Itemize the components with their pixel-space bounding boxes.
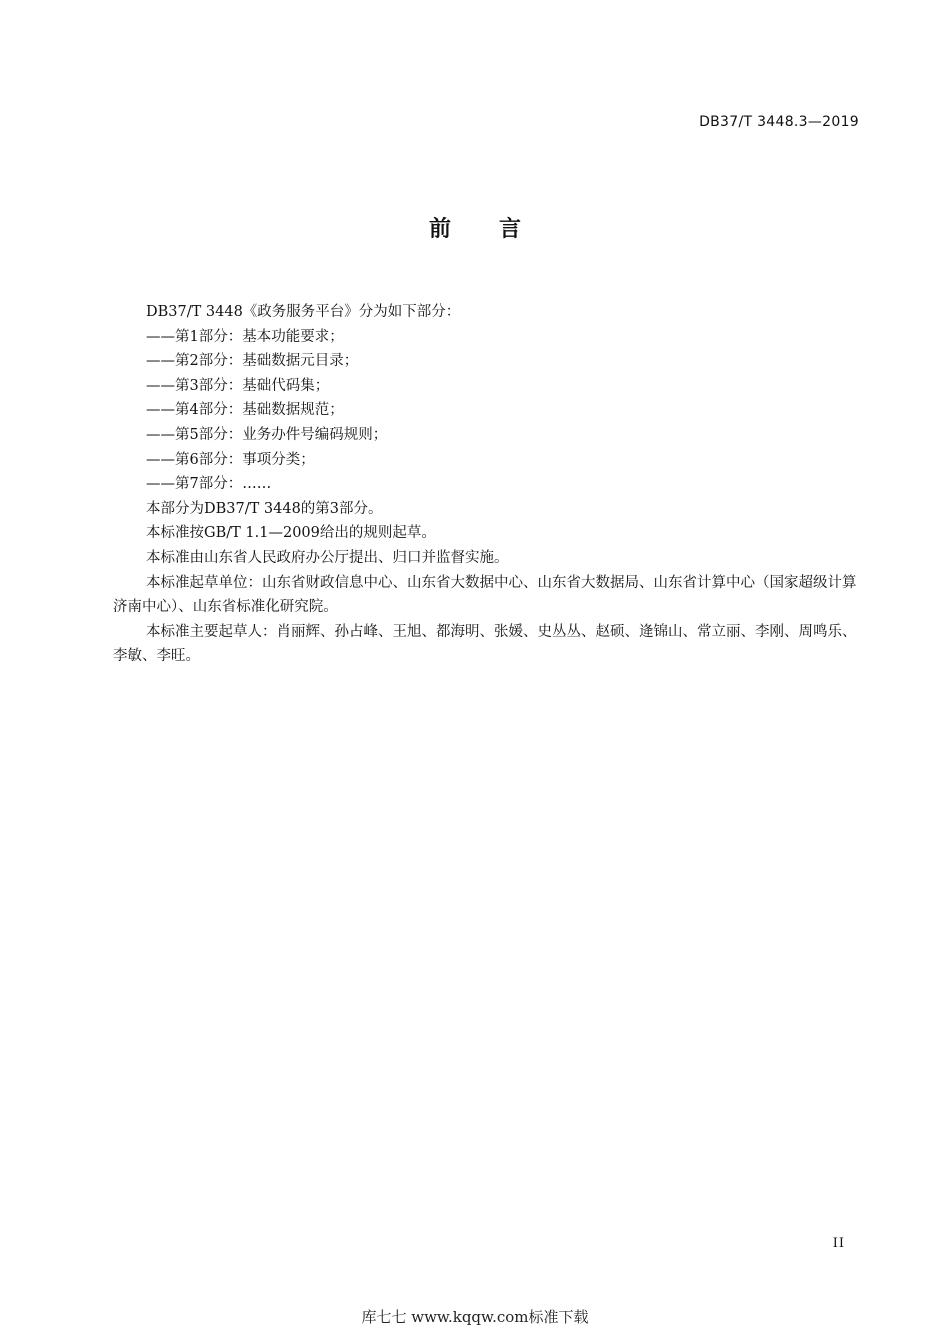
proposer-statement: 本标准由山东省人民政府办公厅提出、归口并监督实施。 <box>146 549 509 566</box>
main-drafters: 本标准主要起草人：肖丽辉、孙占峰、王旭、都海明、张媛、史丛丛、赵硕、逄锦山、常立丽、李刚、周鸣乐、李敏、李旺。 <box>113 623 857 665</box>
part-item-2: ——第2部分：基础数据元目录； <box>146 353 359 370</box>
drafting-units: 本标准起草单位：山东省财政信息中心、山东省大数据中心、山东省大数据局、山东省计算中心（国家超级计算济南中心）、山东省标准化研究院。 <box>113 574 857 616</box>
page-number: II <box>832 1236 845 1251</box>
part-item-7: ——第7部分：…… <box>146 476 272 493</box>
intro-paragraph: DB37/T 3448《政务服务平台》分为如下部分： <box>146 304 461 320</box>
part-item-5: ——第5部分：业务办件号编码规则； <box>146 426 388 443</box>
part-item-1: ——第1部分：基本功能要求； <box>146 328 344 345</box>
page-title: 前言 <box>428 217 569 242</box>
part-statement: 本部分为DB37/T 3448的第3部分。 <box>146 500 383 517</box>
part-item-6: ——第6部分：事项分类； <box>146 451 315 468</box>
drafting-rules: 本标准按GB/T 1.1—2009给出的规则起草。 <box>146 525 436 542</box>
standard-code: DB37/T 3448.3—2019 <box>699 114 859 130</box>
part-item-3: ——第3部分：基础代码集； <box>146 377 330 394</box>
watermark-text: 库七七 www.kqqw.com标准下载 <box>361 1308 589 1326</box>
document-body <box>113 300 861 669</box>
part-item-4: ——第4部分：基础数据规范； <box>146 402 344 419</box>
